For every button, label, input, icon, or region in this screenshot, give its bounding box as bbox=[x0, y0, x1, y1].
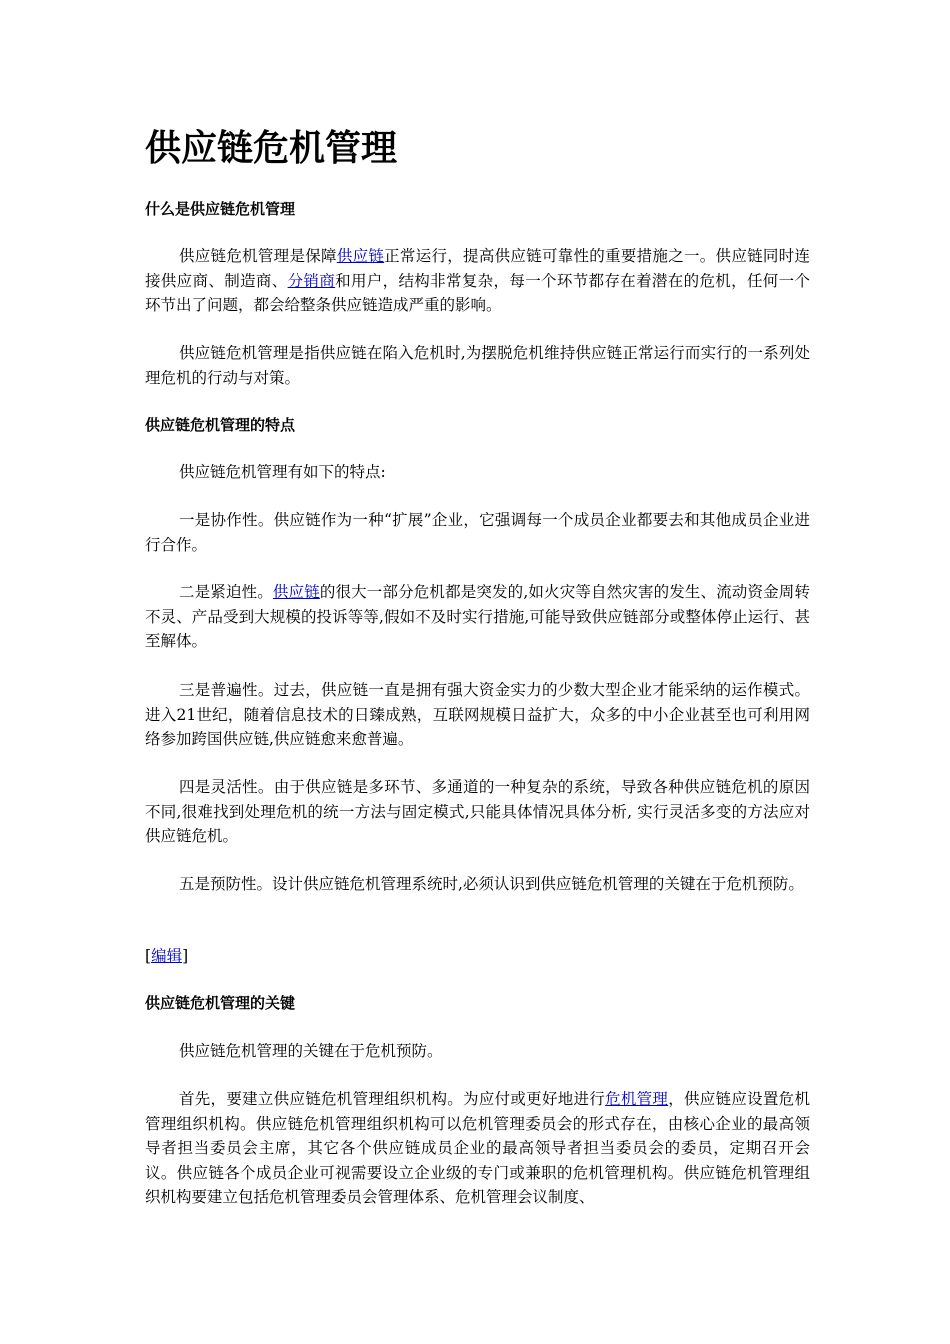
edit-bracket-close: ] bbox=[182, 947, 189, 965]
paragraph-what-2: 供应链危机管理是指供应链在陷入危机时,为摆脱危机维持供应链正常运行而实行的一系列处理危机的行动与对策。 bbox=[145, 344, 810, 387]
edit-link-row bbox=[145, 944, 810, 969]
section-heading-key: 供应链危机管理的关键 bbox=[145, 994, 296, 1012]
text-span: 二是紧迫性。 bbox=[179, 583, 273, 601]
paragraph-features-intro: 供应链危机管理有如下的特点: bbox=[179, 463, 386, 481]
paragraph-feature-2 bbox=[145, 580, 810, 654]
paragraph-feature-3: 三是普遍性。过去，供应链一直是拥有强大资金实力的少数大型企业才能采纳的运作模式。进入21世纪，随着信息技术的日臻成熟，互联网规模日益扩大，众多的中小企业甚至也可利用网络参加跨国供应链,供应链愈来愈普遍。 bbox=[145, 681, 810, 748]
text-span: 供应链危机管理是保障 bbox=[179, 247, 337, 265]
text-span: ，供应链应设置危机管理组织机构。供应链危机管理组织机构可以危机管理委员会的形式存在，由核心企业的最高领导者担当委员会主席，其它各个供应链成员企业的最高领导者担当委员会的委员，定期召开会议。供应链各个成员企业可视需要设立企业级的专门或兼职的危机管理机构。供应链危机管理组织机构要建立包括危机管理委员会管理体系、危机管理会议制度、 bbox=[145, 1090, 810, 1206]
edit-bracket-open: [ bbox=[145, 947, 152, 965]
edit-link[interactable]: 编辑 bbox=[151, 947, 183, 965]
paragraph-feature-1: 一是协作性。供应链作为一种“扩展”企业，它强调每一个成员企业都要去和其他成员企业进行合作。 bbox=[145, 511, 810, 554]
paragraph-key-1: 供应链危机管理的关键在于危机预防。 bbox=[179, 1042, 443, 1060]
page-title: 供应链危机管理 bbox=[145, 128, 398, 169]
section-heading-features: 供应链危机管理的特点 bbox=[145, 416, 296, 434]
text-span: 正常运行，提高供应链可靠性的重要措施之一。供应链同时连接供应商、制造商、 bbox=[145, 247, 810, 290]
paragraph-feature-4: 四是灵活性。由于供应链是多环节、多通道的一种复杂的系统，导致各种供应链危机的原因不同,很难找到处理危机的统一方法与固定模式,只能具体情况具体分析, 实行灵活多变的方法应对供应链危机。 bbox=[145, 778, 810, 845]
link-distributor[interactable]: 分销商 bbox=[287, 271, 336, 290]
text-span: 和用户，结构非常复杂，每一个环节都存在着潜在的危机，任何一个环节出了问题，都会给整条供应链造成严重的影响。 bbox=[145, 271, 810, 314]
text-span: 首先，要建立供应链危机管理组织机构。为应付或更好地进行 bbox=[179, 1090, 606, 1108]
link-supply-chain-2[interactable]: 供应链 bbox=[272, 583, 320, 601]
section-heading-what: 什么是供应链危机管理 bbox=[145, 200, 296, 218]
text-span: 的很大一部分危机都是突发的,如火灾等自然灾害的发生、流动资金周转不灵、产品受到大规模的投诉等等,假如不及时实行措施,可能导致供应链部分或整体停止运行、甚至解体。 bbox=[145, 583, 810, 650]
link-crisis-management[interactable]: 危机管理 bbox=[605, 1090, 669, 1108]
paragraph-what-1 bbox=[145, 244, 810, 318]
link-supply-chain[interactable]: 供应链 bbox=[336, 247, 385, 265]
paragraph-feature-5: 五是预防性。设计供应链危机管理系统时,必须认识到供应链危机管理的关键在于危机预防。 bbox=[179, 875, 804, 893]
paragraph-key-2 bbox=[145, 1087, 810, 1210]
